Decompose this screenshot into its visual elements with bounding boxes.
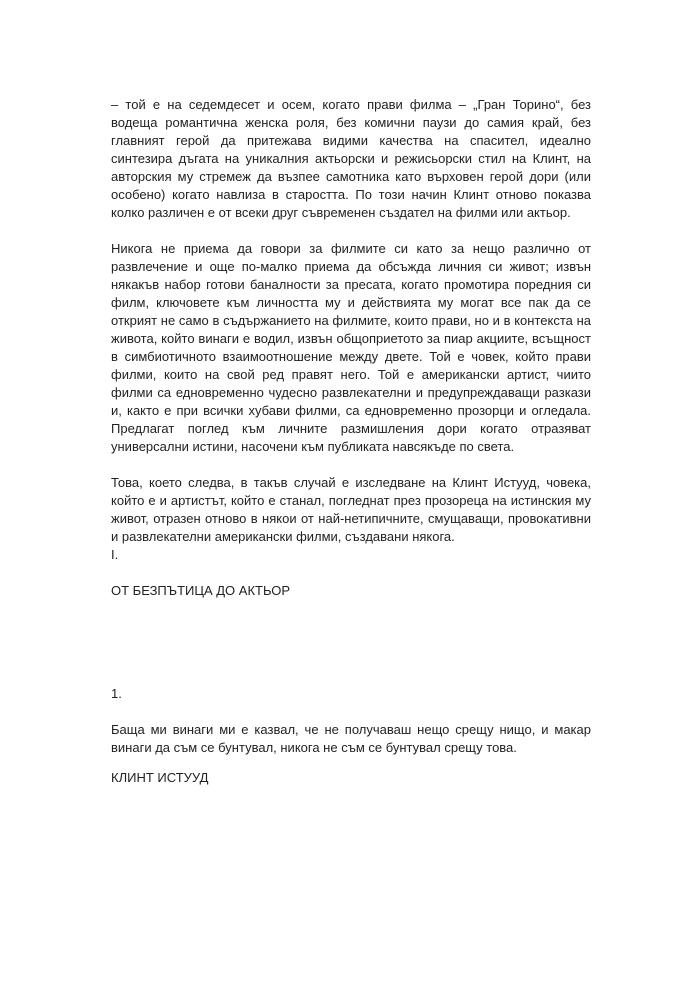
body-paragraph-3: Това, което следва, в такъв случай е изследване на Клинт Истууд, човека, който е и артистът, който е станал, погледнат през прозореца на истинския му живот, отразен отново в някои от най-нетипичните, смущаващи, провокативни и развлекателни американски филми, създавани някога.: [111, 475, 591, 544]
part-title: ОТ БЕЗПЪТИЦА ДО АКТЬОР: [111, 583, 290, 598]
epigraph-quote: Баща ми винаги ми е казвал, че не получаваш нещо срещу нищо, и макар винаги да съм се бунтувал, никога не съм се бунтувал срещу това.: [111, 722, 591, 755]
body-paragraph-1: – той е на седемдесет и осем, когато прави филма – „Гран Торино“, без водеща романтична женска роля, без комични паузи до самия край, без главният герой да притежава видими качества на спасител, идеално синтезира дъгата на уникалния актьорски и режисьорски стил на Клинт, на авторския му стремеж да възпее самотника като върховен герой дори (или особено) когато навлиза в старостта. По този начин Клинт отново показва колко различен е от всеки друг съвременен създател на филми или актьор.: [111, 97, 591, 220]
body-paragraph-2: Никога не приема да говори за филмите си като за нещо различно от развлечение и още по-малко приема да обсъжда личния си живот; извън някакъв набор готови баналности за пресата, когато промотира поредния си филм, ключовете към личността му и действията му могат все пак да се открият не само в съдържанието на филмите, които прави, но и в контекста на живота, който винаги е водил, извън общоприетото за пиар акциите, всъщност в симбиотичното взаимоотношение между двете. Той е човек, който прави филми, които на свой ред правят него. Той е американски артист, чиито филми са едновременно чудесно развлекателни и предупреждаващи разкази и, както е при всички хубави филми, са едновременно прозорци и огледала. Предлагат поглед към личните размишления дори когато отразяват универсални истини, насочени към публиката навсякъде по света.: [111, 241, 591, 454]
chapter-number: 1.: [111, 686, 122, 701]
page-content: [111, 96, 591, 785]
epigraph-author: КЛИНТ ИСТУУД: [111, 770, 209, 785]
part-number: I.: [111, 547, 119, 562]
